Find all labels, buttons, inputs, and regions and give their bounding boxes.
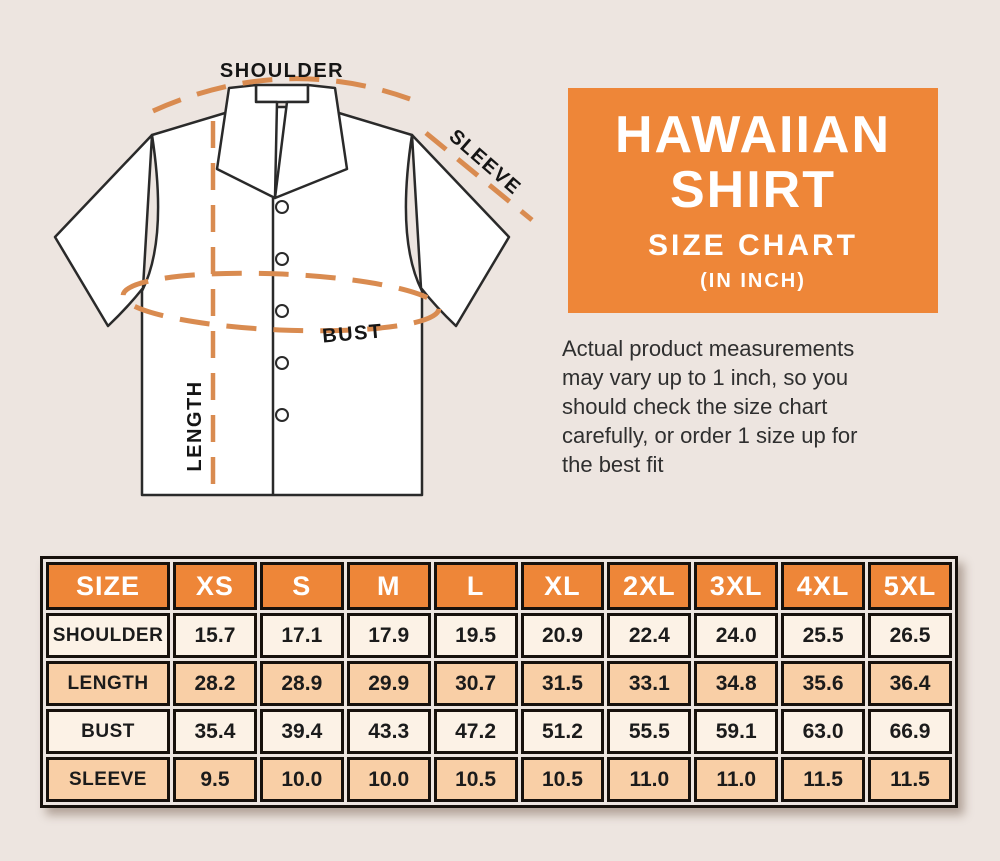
shoulder-label: SHOULDER bbox=[219, 60, 345, 82]
description-line: the best fit bbox=[562, 452, 664, 477]
cell: 33.1 bbox=[607, 661, 691, 706]
cell: 31.5 bbox=[521, 661, 605, 706]
cell: 10.5 bbox=[521, 757, 605, 802]
title-line-2: SHIRT bbox=[670, 161, 836, 219]
column-header-5xl: 5XL bbox=[868, 562, 952, 610]
row-label: SLEEVE bbox=[46, 757, 170, 802]
cell: 36.4 bbox=[868, 661, 952, 706]
cell: 20.9 bbox=[521, 613, 605, 658]
cell: 9.5 bbox=[173, 757, 257, 802]
cell: 24.0 bbox=[694, 613, 778, 658]
column-header-3xl: 3XL bbox=[694, 562, 778, 610]
cell: 35.6 bbox=[781, 661, 865, 706]
title-subtitle: SIZE CHART bbox=[648, 229, 858, 263]
description-line: carefully, or order 1 size up for bbox=[562, 423, 858, 448]
column-header-m: M bbox=[347, 562, 431, 610]
length-label: LENGTH bbox=[184, 380, 206, 472]
cell: 39.4 bbox=[260, 709, 344, 754]
cell: 11.0 bbox=[607, 757, 691, 802]
cell: 28.2 bbox=[173, 661, 257, 706]
table-row-sleeve bbox=[46, 757, 952, 802]
button-icon bbox=[276, 201, 288, 213]
cell: 28.9 bbox=[260, 661, 344, 706]
row-label: LENGTH bbox=[46, 661, 170, 706]
column-header-size: SIZE bbox=[46, 562, 170, 610]
shirt-diagram-svg bbox=[40, 45, 540, 515]
cell: 34.8 bbox=[694, 661, 778, 706]
shirt-diagram bbox=[40, 45, 540, 515]
sleeve-label: SLEEVE bbox=[444, 125, 526, 200]
table-row-shoulder bbox=[46, 613, 952, 658]
cell: 17.9 bbox=[347, 613, 431, 658]
column-header-2xl: 2XL bbox=[607, 562, 691, 610]
cell: 10.5 bbox=[434, 757, 518, 802]
column-header-xs: XS bbox=[173, 562, 257, 610]
description-line: Actual product measurements bbox=[562, 336, 855, 361]
cell: 47.2 bbox=[434, 709, 518, 754]
cell: 17.1 bbox=[260, 613, 344, 658]
cell: 30.7 bbox=[434, 661, 518, 706]
button-icon bbox=[276, 409, 288, 421]
cell: 66.9 bbox=[868, 709, 952, 754]
cell: 11.5 bbox=[781, 757, 865, 802]
title-box bbox=[568, 88, 938, 313]
cell: 10.0 bbox=[347, 757, 431, 802]
table-header-row bbox=[46, 562, 952, 610]
cell: 29.9 bbox=[347, 661, 431, 706]
column-header-xl: XL bbox=[521, 562, 605, 610]
cell: 55.5 bbox=[607, 709, 691, 754]
cell: 25.5 bbox=[781, 613, 865, 658]
title-unit-note: (IN INCH) bbox=[700, 270, 806, 293]
size-chart-table bbox=[40, 556, 958, 808]
cell: 22.4 bbox=[607, 613, 691, 658]
row-label: BUST bbox=[46, 709, 170, 754]
table-row-length bbox=[46, 661, 952, 706]
description-line: should check the size chart bbox=[562, 394, 828, 419]
table-row-bust bbox=[46, 709, 952, 754]
row-label: SHOULDER bbox=[46, 613, 170, 658]
cell: 15.7 bbox=[173, 613, 257, 658]
cell: 11.0 bbox=[694, 757, 778, 802]
button-icon bbox=[276, 305, 288, 317]
description-text bbox=[562, 334, 982, 479]
title-line-1: HAWAIIAN bbox=[615, 105, 891, 164]
cell: 51.2 bbox=[521, 709, 605, 754]
column-header-l: L bbox=[434, 562, 518, 610]
button-icon bbox=[276, 253, 288, 265]
cell: 43.3 bbox=[347, 709, 431, 754]
cell: 63.0 bbox=[781, 709, 865, 754]
cell: 19.5 bbox=[434, 613, 518, 658]
column-header-4xl: 4XL bbox=[781, 562, 865, 610]
cell: 10.0 bbox=[260, 757, 344, 802]
shirt-left-sleeve bbox=[55, 135, 152, 326]
description-line: may vary up to 1 inch, so you bbox=[562, 365, 849, 390]
cell: 35.4 bbox=[173, 709, 257, 754]
bust-label: BUST bbox=[321, 320, 384, 348]
shirt-collar-band bbox=[256, 85, 308, 102]
column-header-s: S bbox=[260, 562, 344, 610]
cell: 59.1 bbox=[694, 709, 778, 754]
cell: 26.5 bbox=[868, 613, 952, 658]
cell: 11.5 bbox=[868, 757, 952, 802]
button-icon bbox=[276, 357, 288, 369]
